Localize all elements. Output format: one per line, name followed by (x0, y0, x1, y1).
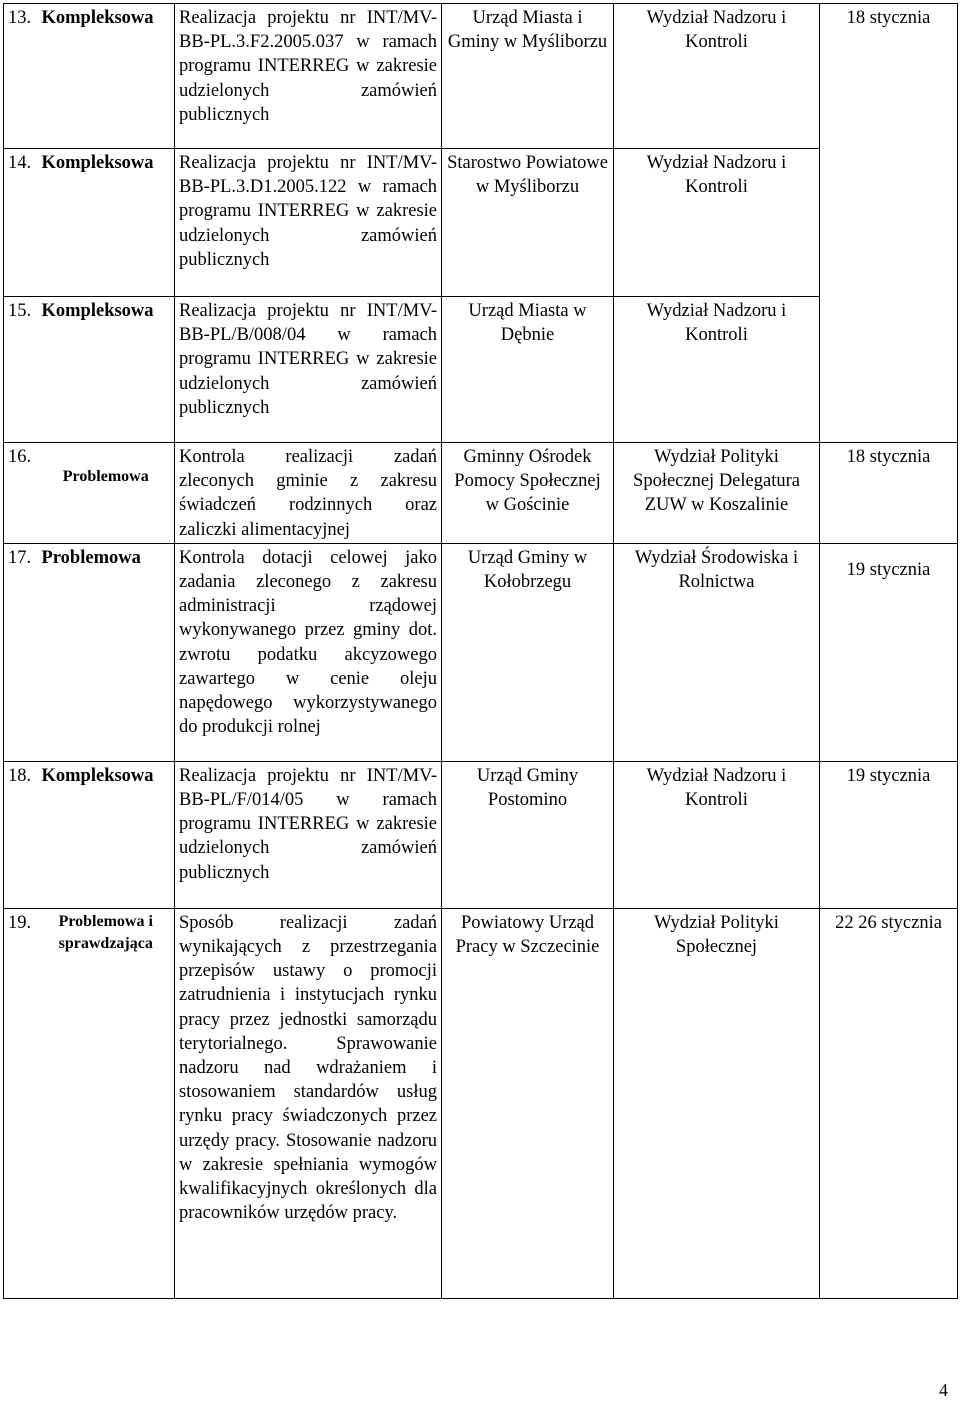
table-row (4, 908, 958, 1298)
table-row (4, 297, 958, 443)
audited-unit: Urząd Miasta w Dębnie (442, 297, 614, 443)
audit-subject: Realizacja projektu nr INT/MV-BB-PL.3.F2.2005.037 w ramach programu INTERREG w zakresie udzielonych zamówień publicznych (175, 4, 442, 149)
row-number: 17. (4, 543, 38, 761)
table-row (4, 761, 958, 908)
table-row (4, 443, 958, 544)
audit-subject: Realizacja projektu nr INT/MV-BB-PL.3.D1.2005.122 w ramach programu INTERREG w zakresie udzielonych zamówień publicznych (175, 149, 442, 297)
audit-subject: Kontrola dotacji celowej jako zadania zleconego z zakresu administracji rządowej wykonywanego przez gminy dot. zwrotu podatku akcyzowego zawartego w cenie oleju napędowego wykorzystywanego do produkcji rolnej (175, 543, 442, 761)
page-number: 4 (939, 1380, 948, 1400)
audit-type: Problemowa (38, 543, 175, 761)
audit-type: Problemowa i sprawdzająca (38, 908, 175, 1298)
auditing-department: Wydział Środowiska i Rolnictwa (614, 543, 820, 761)
audit-subject: Realizacja projektu nr INT/MV-BB-PL/F/014/05 w ramach programu INTERREG w zakresie udzielonych zamówień publicznych (175, 761, 442, 908)
audit-type: Kompleksowa (38, 4, 175, 149)
table-row (4, 149, 958, 297)
auditing-department: Wydział Nadzoru i Kontroli (614, 149, 820, 297)
table-row (4, 543, 958, 761)
row-number: 18. (4, 761, 38, 908)
audit-type: Kompleksowa (38, 761, 175, 908)
auditing-department: Wydział Nadzoru i Kontroli (614, 297, 820, 443)
audit-date: 19 stycznia (820, 543, 958, 761)
audit-subject: Realizacja projektu nr INT/MV-BB-PL/B/008/04 w ramach programu INTERREG w zakresie udzielonych zamówień publicznych (175, 297, 442, 443)
table-row (4, 4, 958, 149)
audit-date: 18 stycznia (820, 443, 958, 544)
row-number: 16. (4, 443, 38, 544)
auditing-department: Wydział Polityki Społecznej Delegatura ZUW w Koszalinie (614, 443, 820, 544)
audited-unit: Gminny Ośrodek Pomocy Społecznej w Gościnie (442, 443, 614, 544)
audited-unit: Urząd Miasta i Gminy w Myśliborzu (442, 4, 614, 149)
audit-type: Kompleksowa (38, 297, 175, 443)
audited-unit: Urząd Gminy Postomino (442, 761, 614, 908)
audited-unit: Starostwo Powiatowe w Myśliborzu (442, 149, 614, 297)
auditing-department: Wydział Nadzoru i Kontroli (614, 4, 820, 149)
row-number: 15. (4, 297, 38, 443)
audit-date: 22 26 stycznia (820, 908, 958, 1298)
row-number: 14. (4, 149, 38, 297)
audit-date: 18 stycznia (820, 4, 958, 443)
row-number: 13. (4, 4, 38, 149)
audit-type: Problemowa (38, 443, 175, 544)
audit-plan-table (3, 3, 958, 1299)
audited-unit: Powiatowy Urząd Pracy w Szczecinie (442, 908, 614, 1298)
row-number: 19. (4, 908, 38, 1298)
audit-date: 19 stycznia (820, 761, 958, 908)
audit-subject: Sposób realizacji zadań wynikających z przestrzegania przepisów ustawy o promocji zatrudnienia i instytucjach rynku pracy przez jednostki samorządu terytorialnego. Sprawowanie nadzoru nad wdrażaniem i stosowaniem standardów usług rynku pracy świadczonych przez urzędy pracy. Stosowanie nadzoru w zakresie spełniania wymogów kwalifikacyjnych określonych dla pracowników urzędów pracy. (175, 908, 442, 1298)
audited-unit: Urząd Gminy w Kołobrzegu (442, 543, 614, 761)
audit-subject: Kontrola realizacji zadań zleconych gminie z zakresu świadczeń rodzinnych oraz zaliczki alimentacyjnej (175, 443, 442, 544)
audit-type: Kompleksowa (38, 149, 175, 297)
auditing-department: Wydział Polityki Społecznej (614, 908, 820, 1298)
auditing-department: Wydział Nadzoru i Kontroli (614, 761, 820, 908)
